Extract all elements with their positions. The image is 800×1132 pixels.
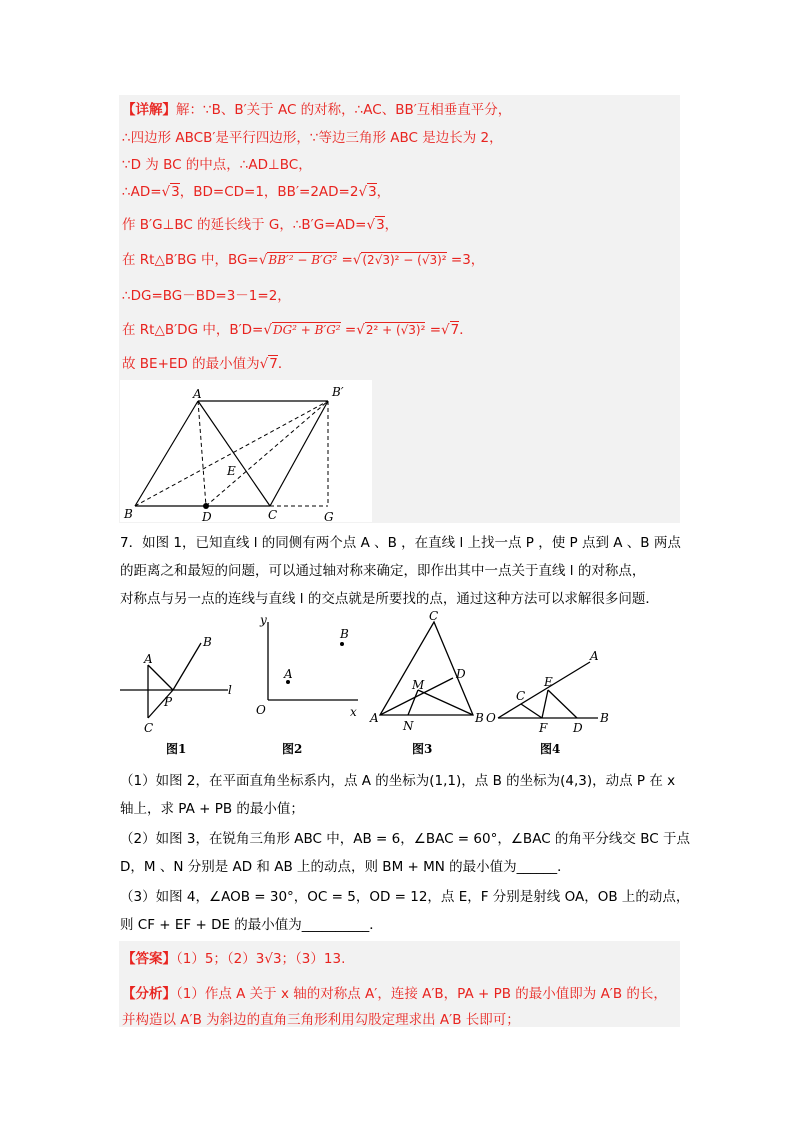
solution-line-3: ∵D 为 BC 的中点，∴AD⊥BC，	[122, 157, 312, 173]
subq2-line-2: D，M 、N 分别是 AD 和 AB 上的动点，则 BM + MN 的最小值为______．	[120, 859, 571, 875]
solution-line-2: ∴四边形 ABCB′是平行四边形，∵等边三角形 ABC 是边长为 2，	[122, 130, 503, 146]
fig3-label-c: C	[429, 610, 439, 623]
subq1-line-1: （1）如图 2，在平面直角坐标系内，点 A 的坐标为(1,1)，点 B 的坐标为(4,3)，动点 P 在 x	[120, 773, 676, 789]
label-e: E	[227, 464, 236, 478]
label-d: D	[202, 510, 212, 522]
fig2-point-b	[340, 642, 344, 646]
side-ab	[135, 401, 198, 506]
question-line-2: 的距离之和最短的问题，可以通过轴对称来确定，即作出其中一点关于直线 l 的对称点，	[120, 563, 646, 579]
figures-svg	[118, 610, 618, 760]
figures-row	[118, 610, 618, 760]
fig3-label-d: D	[456, 667, 466, 681]
fig4-caption: 图4	[540, 742, 561, 756]
label-c: C	[268, 508, 278, 522]
fig4-label-f: F	[539, 721, 548, 735]
segment-cb-prime	[270, 401, 328, 506]
solution-line-1: 【详解】解：∵B、B′关于 AC 的对称，∴AC、BB′互相垂直平分，	[122, 102, 512, 118]
fig2-label-x: x	[350, 705, 357, 719]
fig1-pb	[173, 643, 201, 690]
solution-tag: 【详解】	[122, 102, 176, 118]
fig4-label-a: A	[590, 649, 599, 663]
fig2-label-o: O	[256, 703, 266, 717]
label-a: A	[193, 387, 202, 401]
solution-line-5: 作 B′G⊥BC 的延长线于 G，∴B′G=AD=√3，	[122, 217, 399, 233]
segment-ad	[198, 401, 206, 506]
fig1-label-b: B	[203, 635, 212, 649]
fig3-label-b: B	[475, 711, 484, 725]
fig1-label-c: C	[144, 721, 154, 735]
fig4-label-o: O	[486, 711, 496, 725]
fig4-fe	[542, 690, 548, 718]
label-g: G	[324, 510, 334, 522]
fig1-ap	[148, 665, 173, 690]
fig4-label-d: D	[573, 721, 583, 735]
solution-line-9: 故 BE+ED 的最小值为√7．	[122, 356, 292, 372]
solution-line-7: ∴DG=BG－BD=3－1=2，	[122, 288, 291, 304]
fig4-label-b: B	[600, 711, 609, 725]
fig3-caption: 图3	[412, 742, 433, 756]
fig4-ed	[548, 690, 577, 718]
side-ac	[198, 401, 270, 506]
fig3-label-m: M	[412, 678, 425, 692]
analysis-line-1: 【分析】（1）作点 A 关于 x 轴的对称点 A′，连接 A′B，PA + PB 的最小值即为 A′B 的长，	[122, 986, 667, 1002]
fig2-label-b: B	[340, 627, 349, 641]
fig4-label-c: C	[516, 689, 526, 703]
fig3-label-n: N	[403, 719, 414, 733]
fig1-label-l: l	[228, 683, 232, 697]
subq3-line-2: 则 CF + EF + DE 的最小值为__________．	[120, 917, 383, 933]
point-d	[203, 503, 209, 509]
solution-figure-svg	[120, 380, 372, 522]
solution-figure	[120, 380, 372, 522]
fig2-label-a: A	[284, 667, 293, 681]
fig2-caption: 图2	[282, 742, 303, 756]
fig1-label-a: A	[144, 652, 153, 666]
solution-line-6: 在 Rt△B′BG 中，BG=√BB′² − B′G² =√(2√3)² − (√3)² =3，	[122, 252, 485, 268]
analysis-line-2: 并构造以 A′B 为斜边的直角三角形利用勾股定理求出 A′B 长即可；	[122, 1012, 520, 1028]
answer-tag: 【答案】	[122, 951, 176, 967]
solution-line-4: ∴AD=√3，BD=CD=1，BB′=2AD=2√3，	[122, 184, 391, 200]
analysis-tag: 【分析】	[122, 986, 176, 1002]
subq2-line-1: （2）如图 3，在锐角三角形 ABC 中，AB = 6，∠BAC = 60°，∠BAC 的角平分线交 BC 于点	[120, 831, 690, 847]
fig3-mn	[408, 690, 418, 715]
subq1-line-2: 轴上，求 PA + PB 的最小值；	[120, 801, 304, 817]
fig3-label-a: A	[370, 711, 379, 725]
answer-line: 【答案】（1）5；（2）3√3；（3）13.	[122, 951, 346, 967]
fig4-label-e: E	[544, 675, 553, 689]
fig1-label-p: P	[164, 695, 173, 709]
question-line-1: 7．如图 1，已知直线 l 的同侧有两个点 A 、B ，在直线 l 上找一点 P ，使 P 点到 A 、B 两点	[120, 535, 681, 551]
fig4-cf	[521, 704, 542, 718]
solution-line-8: 在 Rt△B′DG 中，B′D=√DG² + B′G² =√2² + (√3)² =√7．	[122, 322, 473, 338]
label-b: B	[124, 507, 133, 521]
segment-db-prime	[206, 401, 328, 506]
fig1-caption: 图1	[166, 742, 187, 756]
question-line-3: 对称点与另一点的连线与直线 l 的交点就是所要找的点，通过这种方法可以求解很多问题．	[120, 591, 659, 607]
label-b-prime: B′	[332, 385, 344, 399]
subq3-line-1: （3）如图 4，∠AOB = 30°，OC = 5，OD = 12，点 E，F 分别是射线 OA，OB 上的动点，	[120, 889, 690, 905]
fig2-label-y: y	[260, 613, 267, 627]
